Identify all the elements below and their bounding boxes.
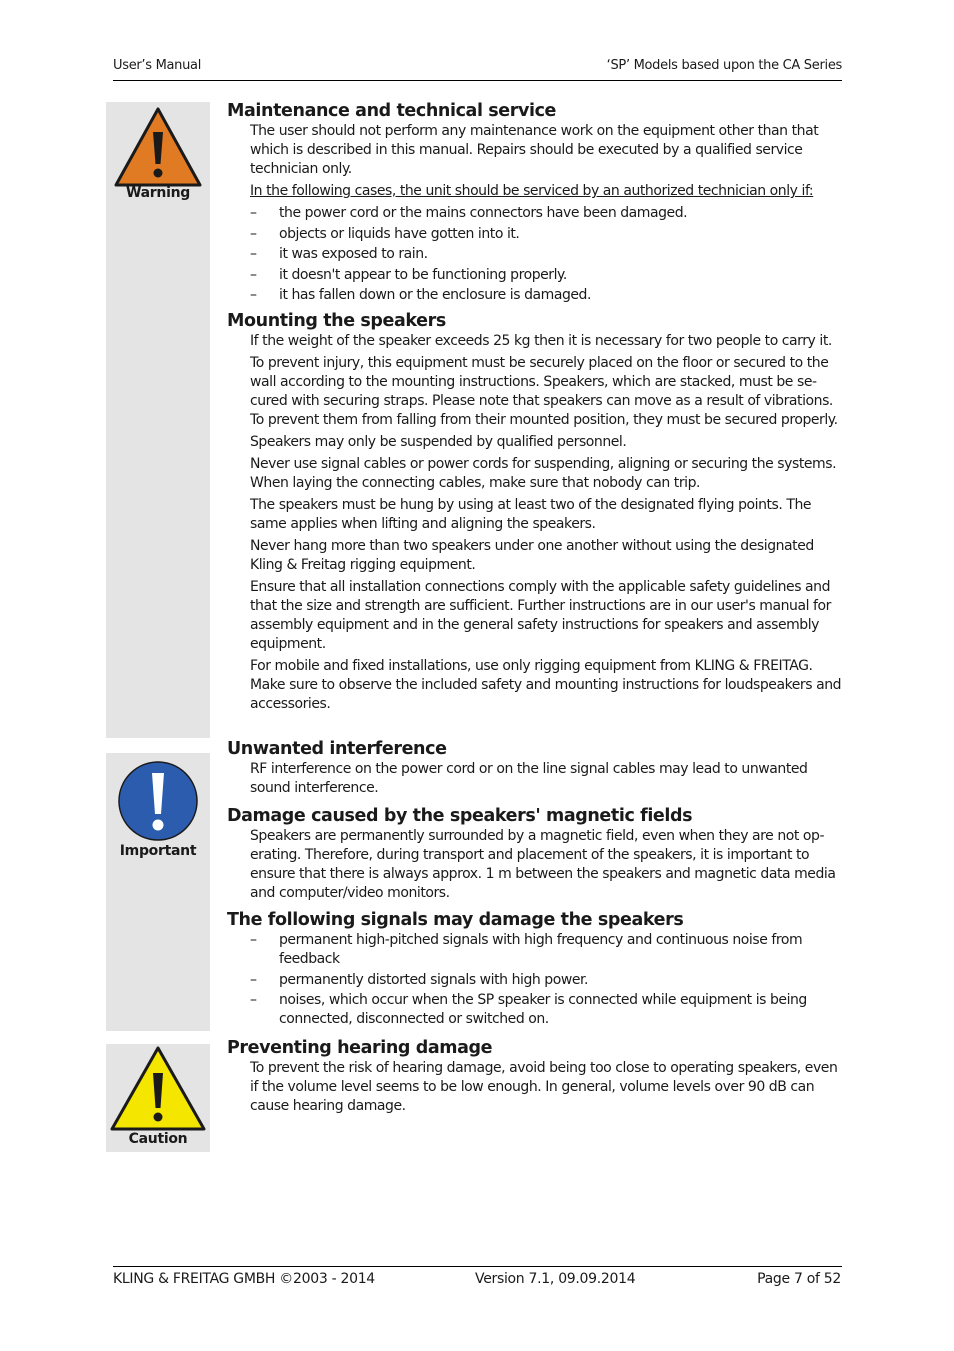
interference-section [227,738,847,801]
mounting-paragraph: For mobile and fixed installations, use only rigging equipment from KLING & FREITAG. Make sure to observe the included safety and mounting instructions for loudspeakers and accessories. [250,658,842,712]
caution-label: Caution [128,1131,188,1147]
warning-sidebar [106,102,210,738]
mounting-paragraph: Never use signal cables or power cords for suspending, aligning or securing the systems. When laying the connecting cables, make sure that nobody can trip. [250,456,837,491]
warning-label: Warning [126,185,190,201]
important-sidebar [106,753,210,1031]
warning-triangle-icon [113,106,203,188]
page-footer [113,1266,842,1291]
list-item: – it was exposed to rain. [250,245,847,264]
mounting-paragraph: To prevent injury, this equipment must be securely placed on the floor or secured to the wall according to the mounting instructions. Speakers, which are stacked, must be se-cured with securing straps. Please note that speakers can move as a result of vibrations. To prevent them from falling from their mounted position, they must be secured properly. [250,355,838,428]
mounting-heading: Mounting the speakers [227,311,446,331]
signals-list [250,931,847,1029]
mounting-section [227,310,847,717]
maintenance-heading: Maintenance and technical service [227,101,557,121]
magnetic-section [227,805,847,906]
mounting-paragraph: Never hang more than two speakers under one another without using the designated Kling & Freitag rigging equipment. [250,538,814,573]
footer-version: Version 7.1, 09.09.2014 [475,1271,636,1287]
list-item: – the power cord or the mains connectors have been damaged. [250,204,847,223]
signals-section [227,909,847,1031]
caution-sidebar [106,1044,210,1152]
magnetic-heading: Damage caused by the speakers' magnetic fields [227,806,693,826]
mounting-paragraph: If the weight of the speaker exceeds 25 kg then it is necessary for two people to carry it. [250,333,832,349]
interference-heading: Unwanted interference [227,739,447,759]
mounting-paragraph: Speakers may only be suspended by qualified personnel. [250,434,627,450]
hearing-heading: Preventing hearing damage [227,1038,493,1058]
interference-text: RF interference on the power cord or on the line signal cables may lead to unwanted sound interference. [250,761,808,796]
maintenance-section [227,100,847,307]
footer-page-number: Page 7 of 52 [757,1271,841,1287]
maintenance-conditions: In the following cases, the unit should be serviced by an authorized technician only if: [250,183,814,199]
list-item: – it has fallen down or the enclosure is damaged. [250,286,847,305]
header-right-text: ‘SP’ Models based upon the CA Series [606,58,842,73]
maintenance-list [250,204,847,305]
header-left-text: User’s Manual [113,58,202,73]
list-item: – it doesn't appear to be functioning properly. [250,266,847,285]
magnetic-text: Speakers are permanently surrounded by a magnetic field, even when they are not op-erating. Therefore, during transport and placement of the speakers, it is important to ensure that there is always approx. 1 m between the speakers and magnetic data media and computer/video monitors. [250,828,836,901]
hearing-text: To prevent the risk of hearing damage, avoid being too close to operating speakers, even if the volume level seems to be low enough. In general, volume levels over 90 dB can cause hearing damage. [250,1060,838,1114]
maintenance-intro: The user should not perform any maintenance work on the equipment other than that which is described in this manual. Repairs should be executed by a qualified service technician only. [250,123,819,177]
exclamation-circle-icon [117,760,199,842]
mounting-paragraph: Ensure that all installation connections comply with the applicable safety guidelines and that the size and strength are sufficient. Further instructions are in our user's manual for assembly equipment and in the general safety instructions for speakers and assembly equipment. [250,579,831,652]
hearing-section [227,1037,847,1119]
page-header [113,58,842,81]
important-label: Important [119,843,197,859]
signals-heading: The following signals may damage the speakers [227,910,684,930]
list-item: – noises, which occur when the SP speaker is connected while equipment is being connected, disconnected or switched on. [250,991,847,1029]
list-item: – permanently distorted signals with high power. [250,971,847,990]
list-item: – objects or liquids have gotten into it. [250,225,847,244]
footer-company: KLING & FREITAG GMBH ©2003 - 2014 [113,1271,375,1287]
list-item: – permanent high-pitched signals with high frequency and continuous noise from feedback [250,931,847,969]
mounting-paragraph: The speakers must be hung by using at least two of the designated flying points. The same applies when lifting and aligning the speakers. [250,497,812,532]
caution-triangle-icon [109,1045,207,1132]
